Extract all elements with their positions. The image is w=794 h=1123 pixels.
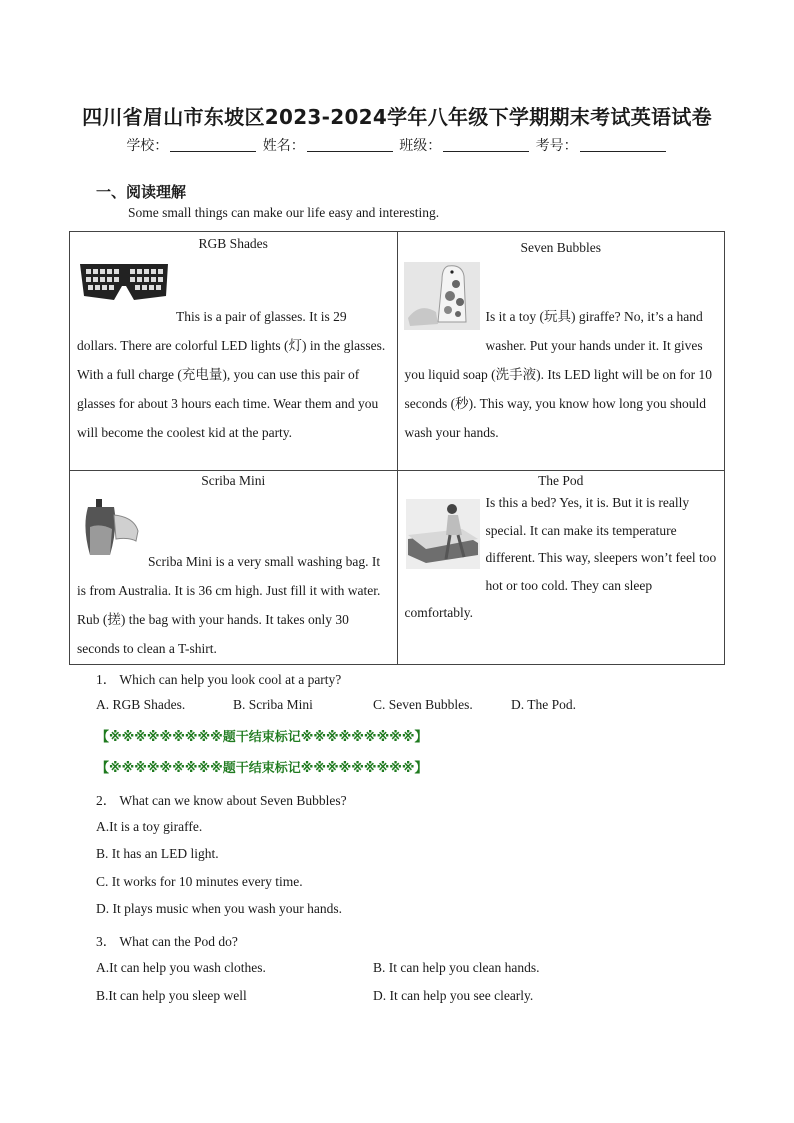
giraffe-image [404,262,480,335]
class-label: 班级： [399,138,442,154]
card-text: Scriba Mini is a very small washing bag. It is from Australia. It is 36 cm high. Just fill it with water. Rub (搓) the bag with your hands. It takes only 30 seconds to clean a T-shirt. [77,554,381,656]
q3-option-b: B. It can help you clean hands. [373,960,540,975]
name-label: 姓名： [262,138,305,154]
name-blank [307,137,393,152]
q1-option-d: D. The Pod. [511,697,577,712]
card-text: Is it a toy (玩具) giraffe? No, it’s a hand washer. Put your hands under it. It gives you liquid soap (洗手液). Its LED light will be on for 10 seconds (秒). This way, you know how long you should wash your hands. [404,309,712,440]
q2-option-a: A.It is a toy giraffe. [96,819,203,834]
card-seven-bubbles [397,232,725,471]
card-text: Is this a bed? Yes, it is. But it is really special. It can make its temperature different. This way, sleepers won’t feel too hot or too cold. They can sleep comfortably. [404,495,717,620]
intro-sentence: Some small things can make our life easy and interesting. [128,205,440,220]
q2-option-b: B. It has an LED light. [96,846,219,861]
stem-end-marker: 【※※※※※※※※※题干结束标记※※※※※※※※※】 [96,761,428,776]
glasses-image [78,256,170,313]
card-title: RGB Shades [198,236,268,251]
student-info-line [0,135,794,155]
class-blank [443,137,529,152]
number-blank [580,137,666,152]
q2-option-d: D. It plays music when you wash your hands. [96,901,342,916]
product-table [69,231,725,665]
q3-option-a: A.It can help you wash clothes. [96,960,266,975]
card-title: Seven Bubbles [520,240,602,255]
bed-image [406,499,480,574]
card-scriba-mini [70,471,398,665]
card-title: Scriba Mini [201,473,266,488]
q3-option-c: B.It can help you sleep well [96,988,247,1003]
page-title: 四川省眉山市东坡区2023-2024学年八年级下学期期末考试英语试卷 [82,105,712,129]
card-text: This is a pair of glasses. It is 29 dollars. There are colorful LED lights (灯) in the glasses. With a full charge (充电量), you can use this pair of glasses for about 3 hours each time. Wear them and you will become the coolest kid at the party. [77,309,386,440]
number-label: 考号： [535,138,578,154]
q2-option-c: C. It works for 10 minutes every time. [96,874,303,889]
washing-bag-image [78,497,142,564]
q1-option-b: B. Scriba Mini [233,697,313,712]
school-label: 学校： [126,138,169,154]
q1-option-a: A. RGB Shades. [96,697,186,712]
question-3-stem: 3． What can the Pod do? [96,934,238,949]
question-2-stem: 2． What can we know about Seven Bubbles? [96,793,347,808]
stem-end-marker: 【※※※※※※※※※题干结束标记※※※※※※※※※】 [96,730,428,745]
question-1-stem: 1． Which can help you look cool at a party? [96,672,342,687]
q3-option-d: D. It can help you see clearly. [373,988,534,1003]
school-blank [170,137,256,152]
card-the-pod [397,471,725,665]
section-heading: 一、阅读理解 [96,183,187,201]
q1-option-c: C. Seven Bubbles. [373,697,473,712]
card-rgb-shades [70,232,398,471]
card-title: The Pod [538,473,584,488]
